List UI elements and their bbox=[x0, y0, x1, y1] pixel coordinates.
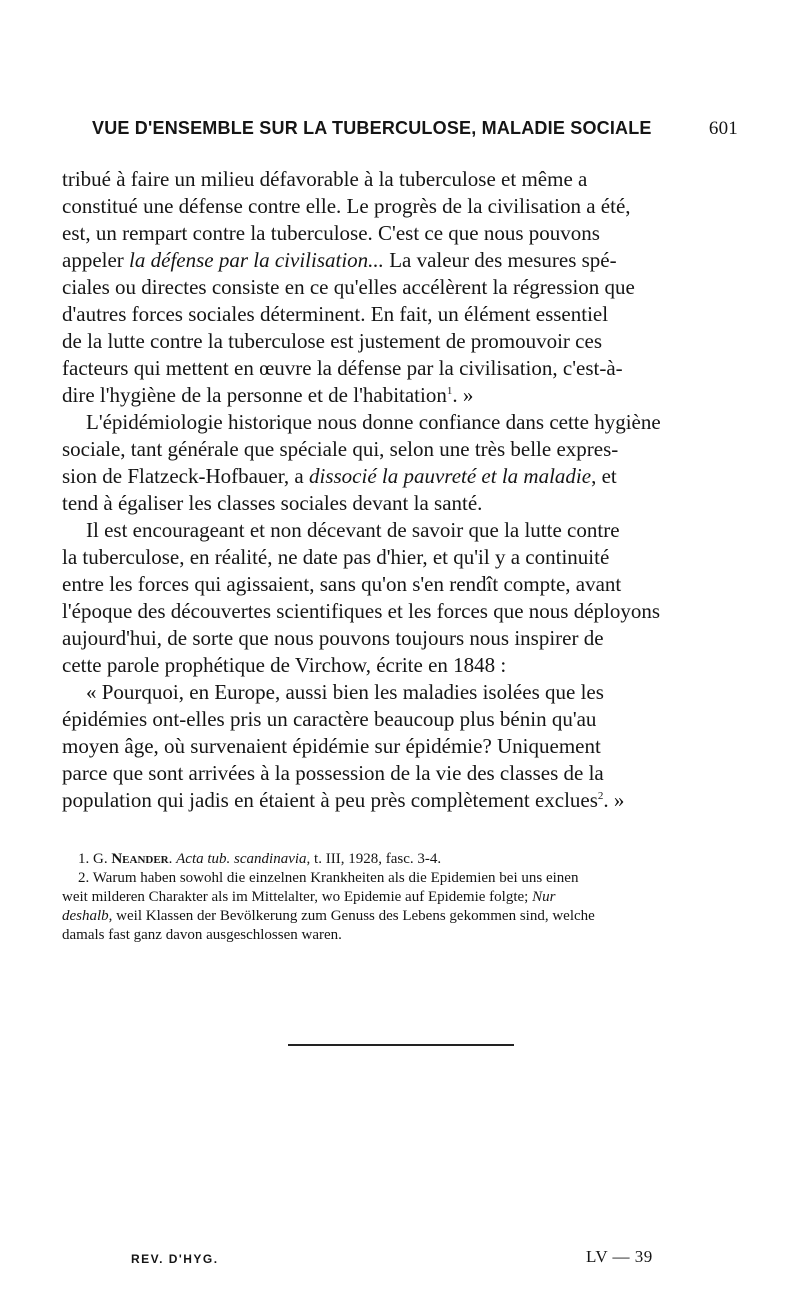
footnote-1: 1. G. Neander. Acta tub. scandinavia, t. III, 1928, fasc. 3-4. bbox=[78, 851, 442, 867]
body-line: tend à égaliser les classes sociales devant la santé. bbox=[62, 491, 483, 515]
footnote-2-line: deshalb, weil Klassen der Bevölkerung zum Genuss des Lebens gekommen sind, welche bbox=[62, 908, 595, 924]
body-line: cette parole prophétique de Virchow, écrite en 1848 : bbox=[62, 653, 507, 677]
journal-footer: REV. D'HYG. bbox=[131, 1252, 219, 1266]
footnote-2-line: damals fast ganz davon ausgeschlossen waren. bbox=[62, 927, 342, 943]
body-line: moyen âge, où survenaient épidémie sur épidémie? Uniquement bbox=[62, 734, 601, 758]
body-line: de la lutte contre la tuberculose est justement de promouvoir ces bbox=[62, 329, 602, 353]
body-line: est, un rempart contre la tuberculose. C'est ce que nous pouvons bbox=[62, 221, 600, 245]
body-line: la tuberculose, en réalité, ne date pas d'hier, et qu'il y a continuité bbox=[62, 545, 610, 569]
body-line: appeler la défense par la civilisation... La valeur des mesures spé- bbox=[62, 248, 617, 272]
page-number: 601 bbox=[708, 118, 738, 139]
body-line: dire l'hygiène de la personne et de l'habitation$^1$. » bbox=[62, 383, 474, 407]
body-line: parce que sont arrivées à la possession de la vie des classes de la bbox=[62, 761, 604, 785]
body-line: aujourd'hui, de sorte que nous pouvons toujours nous inspirer de bbox=[62, 626, 604, 650]
body-line: tribué à faire un milieu défavorable à la tuberculose et même a bbox=[62, 167, 588, 191]
running-title: VUE D'ENSEMBLE SUR LA TUBERCULOSE, MALADIE SOCIALE bbox=[92, 118, 652, 138]
running-header bbox=[62, 118, 738, 144]
body-line: L'épidémiologie historique nous donne confiance dans cette hygiène bbox=[86, 410, 661, 434]
footnote-ref-1: 1 bbox=[446, 385, 453, 397]
body-line: sociale, tant générale que spéciale qui, selon une très belle expres- bbox=[62, 437, 619, 461]
footnote-2-line: weit milderen Charakter als im Mittelalter, wo Epidemie auf Epidemie folgte; Nur bbox=[62, 889, 556, 905]
body-line: Il est encourageant et non décevant de savoir que la lutte contre bbox=[86, 518, 620, 542]
body-line: sion de Flatzeck-Hofbauer, a dissocié la pauvreté et la maladie, et bbox=[62, 464, 617, 488]
emphasis-text: la défense par la civilisation... bbox=[129, 248, 384, 272]
separator-rule bbox=[288, 1044, 514, 1046]
footnote-ref-2: 2 bbox=[597, 790, 604, 802]
body-line: entre les forces qui agissaient, sans qu'on s'en rendît compte, avant bbox=[62, 572, 622, 596]
body-line: épidémies ont-elles pris un caractère beaucoup plus bénin qu'au bbox=[62, 707, 597, 731]
volume-page-footer: LV — 39 bbox=[586, 1247, 653, 1266]
emphasis-text: dissocié la pauvreté et la maladie bbox=[308, 464, 592, 488]
footnote-2: 2. Warum haben sowohl die einzelnen Krankheiten als die Epidemien bei uns einen bbox=[78, 870, 579, 886]
body-line: « Pourquoi, en Europe, aussi bien les maladies isolées que les bbox=[86, 680, 604, 704]
body-line: constitué une défense contre elle. Le progrès de la civilisation a été, bbox=[62, 194, 631, 218]
body-line: facteurs qui mettent en œuvre la défense par la civilisation, c'est-à- bbox=[62, 356, 623, 380]
body-line: population qui jadis en étaient à peu près complètement exclues$^2$. » bbox=[62, 788, 625, 812]
body-line: d'autres forces sociales déterminent. En fait, un élément essentiel bbox=[62, 302, 609, 326]
body-line: ciales ou directes consiste en ce qu'elles accélèrent la régression que bbox=[62, 275, 635, 299]
body-line: l'époque des découvertes scientifiques et les forces que nous déployons bbox=[62, 599, 661, 623]
